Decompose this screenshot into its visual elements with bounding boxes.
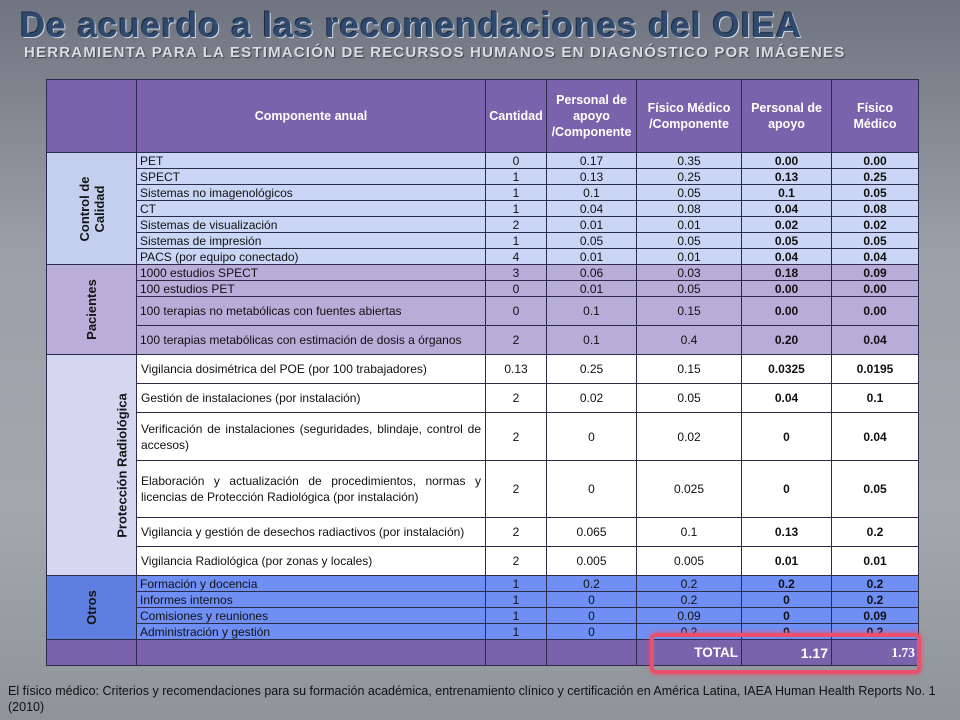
cell-support-staff: 0.02 [742,217,832,233]
cell-support-staff: 0.13 [742,518,832,547]
table-row [47,518,919,547]
cell-physicist-per-component: 0.15 [637,355,742,384]
cell-component: SPECT [137,169,486,185]
table-row [47,185,919,201]
cell-physicist-per-component: 0.2 [637,576,742,592]
cell-support-per-component: 0.25 [547,355,637,384]
cell-component: Formación y docencia [137,576,486,592]
cell-component: Comisiones y reuniones [137,608,486,624]
cell-support-per-component: 0.05 [547,233,637,249]
cell-component: PACS (por equipo conectado) [137,249,486,265]
cell-quantity: 2 [486,384,547,413]
cell-support-per-component: 0 [547,461,637,518]
total-empty-cell [486,640,547,666]
table-row [47,576,919,592]
cell-support-staff: 0.04 [742,201,832,217]
total-empty-cell [547,640,637,666]
cell-support-per-component: 0.01 [547,281,637,297]
header-group [47,80,137,153]
cell-support-per-component: 0 [547,413,637,461]
cell-support-per-component: 0.17 [547,153,637,169]
cell-support-per-component: 0.13 [547,169,637,185]
group-label-text: Control de Calidad [76,176,107,241]
cell-support-per-component: 0.06 [547,265,637,281]
cell-component: Verificación de instalaciones (seguridades, blindaje, control de accesos) [137,413,486,461]
cell-quantity: 2 [486,217,547,233]
cell-support-per-component: 0.2 [547,576,637,592]
table-row [47,384,919,413]
cell-medical-physicist: 0.05 [832,233,919,249]
cell-component: PET [137,153,486,169]
cell-physicist-per-component: 0.05 [637,233,742,249]
cell-quantity: 4 [486,249,547,265]
cell-support-per-component: 0.1 [547,297,637,326]
cell-physicist-per-component: 0.35 [637,153,742,169]
table-row [47,592,919,608]
cell-quantity: 2 [486,547,547,576]
table-row [47,355,919,384]
table-row [47,281,919,297]
cell-medical-physicist: 0.1 [832,384,919,413]
cell-quantity: 0 [486,281,547,297]
cell-physicist-per-component: 0.25 [637,169,742,185]
table-row [47,297,919,326]
cell-quantity: 1 [486,608,547,624]
header-medical-physicist: Físico Médico [832,80,919,153]
table-row [47,201,919,217]
cell-component: 100 estudios PET [137,281,486,297]
cell-medical-physicist: 0.00 [832,281,919,297]
group-label [47,265,137,355]
cell-support-staff: 0 [742,624,832,640]
staffing-table [46,79,919,666]
cell-medical-physicist: 0.09 [832,608,919,624]
cell-component: Vigilancia dosimétrica del POE (por 100 trabajadores) [137,355,486,384]
cell-medical-physicist: 0.2 [832,576,919,592]
cell-support-staff: 0.05 [742,233,832,249]
cell-quantity: 2 [486,518,547,547]
cell-support-per-component: 0 [547,624,637,640]
cell-support-per-component: 0.02 [547,384,637,413]
cell-physicist-per-component: 0.05 [637,185,742,201]
cell-physicist-per-component: 0.2 [637,624,742,640]
cell-support-per-component: 0.1 [547,185,637,201]
table-row [47,217,919,233]
cell-support-staff: 0 [742,413,832,461]
page-subtitle: HERRAMIENTA PARA LA ESTIMACIÓN DE RECURSOS HUMANOS EN DIAGNÓSTICO POR IMÁGENES [24,44,846,61]
cell-support-per-component: 0.01 [547,217,637,233]
group-label-text: Otros [83,590,99,625]
cell-support-staff: 0.1 [742,185,832,201]
header-support-per-component: Personal de apoyo /Componente [547,80,637,153]
table-row [47,265,919,281]
table-row [47,547,919,576]
header-component: Componente anual [137,80,486,153]
cell-physicist-per-component: 0.005 [637,547,742,576]
group-label [47,355,137,576]
cell-component: Vigilancia y gestión de desechos radiactivos (por instalación) [137,518,486,547]
total-label: TOTAL [637,640,742,666]
cell-component: Sistemas no imagenológicos [137,185,486,201]
cell-support-per-component: 0 [547,608,637,624]
cell-component: CT [137,201,486,217]
cell-support-staff: 0.2 [742,576,832,592]
cell-quantity: 1 [486,624,547,640]
cell-component: Informes internos [137,592,486,608]
cell-support-staff: 0.18 [742,265,832,281]
cell-component: Sistemas de impresión [137,233,486,249]
cell-support-per-component: 0.005 [547,547,637,576]
cell-quantity: 1 [486,185,547,201]
cell-quantity: 0.13 [486,355,547,384]
cell-medical-physicist: 0.02 [832,217,919,233]
cell-medical-physicist: 0.00 [832,153,919,169]
cell-medical-physicist: 0.08 [832,201,919,217]
cell-quantity: 1 [486,592,547,608]
cell-medical-physicist: 0.0195 [832,355,919,384]
table-row [47,249,919,265]
cell-physicist-per-component: 0.4 [637,326,742,355]
cell-quantity: 2 [486,461,547,518]
cell-component: Administración y gestión [137,624,486,640]
cell-medical-physicist: 0.2 [832,624,919,640]
cell-medical-physicist: 0.05 [832,461,919,518]
cell-quantity: 1 [486,576,547,592]
cell-medical-physicist: 0.04 [832,249,919,265]
cell-medical-physicist: 0.2 [832,518,919,547]
cell-support-staff: 0.00 [742,297,832,326]
cell-support-per-component: 0 [547,592,637,608]
cell-physicist-per-component: 0.02 [637,413,742,461]
cell-component: Gestión de instalaciones (por instalación) [137,384,486,413]
cell-medical-physicist: 0.01 [832,547,919,576]
total-empty-cell [137,640,486,666]
cell-support-staff: 0 [742,461,832,518]
cell-medical-physicist: 0.2 [832,592,919,608]
cell-physicist-per-component: 0.01 [637,217,742,233]
cell-quantity: 0 [486,153,547,169]
cell-physicist-per-component: 0.1 [637,518,742,547]
cell-support-per-component: 0.065 [547,518,637,547]
cell-physicist-per-component: 0.05 [637,281,742,297]
cell-component: 1000 estudios SPECT [137,265,486,281]
cell-support-staff: 0.00 [742,281,832,297]
cell-quantity: 1 [486,169,547,185]
group-label [47,153,137,265]
cell-quantity: 0 [486,297,547,326]
cell-support-staff: 0.13 [742,169,832,185]
title-block [20,6,950,62]
cell-physicist-per-component: 0.03 [637,265,742,281]
cell-support-staff: 0.20 [742,326,832,355]
header-physicist-per-component: Físico Médico /Componente [637,80,742,153]
staffing-table-container [46,79,918,666]
total-empty-cell [47,640,137,666]
footnote-reference: El físico médico: Criterios y recomendaciones para su formación académica, entrenamiento clínico y certificación en América Latina, IAEA Human Health Reports No. 1 (2010) [8,684,936,714]
cell-physicist-per-component: 0.025 [637,461,742,518]
cell-support-per-component: 0.1 [547,326,637,355]
table-row [47,608,919,624]
cell-component: Elaboración y actualización de procedimientos, normas y licencias de Protección Radiológica (por instalación) [137,461,486,518]
cell-support-staff: 0.04 [742,384,832,413]
cell-physicist-per-component: 0.01 [637,249,742,265]
cell-component: 100 terapias no metabólicas con fuentes abiertas [137,297,486,326]
cell-physicist-per-component: 0.2 [637,592,742,608]
cell-support-staff: 0.0325 [742,355,832,384]
cell-medical-physicist: 0.09 [832,265,919,281]
cell-quantity: 2 [486,326,547,355]
cell-component: 100 terapias metabólicas con estimación de dosis a órganos [137,326,486,355]
cell-medical-physicist: 0.00 [832,297,919,326]
cell-support-staff: 0.01 [742,547,832,576]
table-row [47,233,919,249]
total-medical-physicist: 1.73 [832,640,919,666]
cell-medical-physicist: 0.25 [832,169,919,185]
header-support-staff: Personal de apoyo [742,80,832,153]
table-header-row [47,80,919,153]
cell-support-staff: 0.04 [742,249,832,265]
cell-medical-physicist: 0.04 [832,413,919,461]
cell-support-per-component: 0.04 [547,201,637,217]
page-title: De acuerdo a las recomendaciones del OIEA [20,6,803,45]
cell-support-staff: 0.00 [742,153,832,169]
cell-quantity: 1 [486,233,547,249]
group-label-text: Pacientes [83,279,99,340]
cell-component: Sistemas de visualización [137,217,486,233]
cell-component: Vigilancia Radiológica (por zonas y locales) [137,547,486,576]
table-row [47,326,919,355]
table-row [47,624,919,640]
table-row [47,169,919,185]
cell-support-staff: 0 [742,592,832,608]
table-row [47,153,919,169]
cell-support-per-component: 0.01 [547,249,637,265]
total-support-staff: 1.17 [742,640,832,666]
group-label-text: Protección Radiológica [114,392,130,538]
cell-physicist-per-component: 0.08 [637,201,742,217]
group-label [47,576,137,640]
cell-medical-physicist: 0.05 [832,185,919,201]
cell-physicist-per-component: 0.15 [637,297,742,326]
header-quantity: Cantidad [486,80,547,153]
cell-quantity: 3 [486,265,547,281]
cell-quantity: 2 [486,413,547,461]
table-row [47,461,919,518]
cell-quantity: 1 [486,201,547,217]
cell-support-staff: 0 [742,608,832,624]
cell-physicist-per-component: 0.09 [637,608,742,624]
cell-physicist-per-component: 0.05 [637,384,742,413]
cell-medical-physicist: 0.04 [832,326,919,355]
table-row [47,413,919,461]
total-row [47,640,919,666]
